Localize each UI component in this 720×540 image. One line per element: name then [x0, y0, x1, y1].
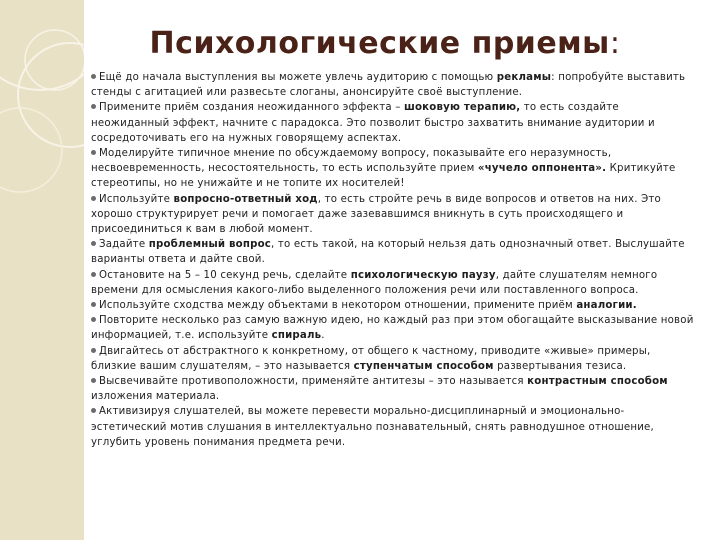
- list-item: [91, 192, 697, 238]
- item-text-tail: изложения материала.: [91, 391, 220, 403]
- list-item: [91, 374, 697, 404]
- list-item: [91, 100, 697, 146]
- decorative-circles: [0, 0, 84, 540]
- bullet-icon: [91, 104, 96, 109]
- item-text: Остановите на 5 – 10 секунд речь, сделайте: [99, 269, 351, 281]
- item-emphasis: шоковую терапию,: [403, 102, 521, 114]
- bullet-list: [91, 70, 697, 450]
- item-text-tail: развертывания тезиса.: [493, 360, 627, 372]
- bullet-icon: [91, 241, 96, 246]
- item-text: Используйте сходства между объектами в некотором отношении, примените приём: [99, 300, 577, 312]
- bullet-icon: [91, 348, 96, 353]
- bullet-icon: [91, 74, 96, 79]
- item-text-tail: .: [321, 330, 325, 342]
- bullet-icon: [91, 302, 96, 307]
- item-emphasis: «чучело оппонента».: [477, 163, 607, 175]
- item-emphasis: психологическую паузу: [350, 269, 496, 281]
- item-emphasis: аналогии.: [576, 300, 637, 312]
- item-emphasis: ступенчатым способом: [353, 360, 494, 372]
- item-text: Примените приём создания неожиданного эффекта –: [99, 102, 404, 114]
- item-emphasis: проблемный вопрос: [148, 239, 272, 251]
- bullet-icon: [91, 272, 96, 277]
- item-text: Задайте: [99, 239, 149, 251]
- item-emphasis: спираль: [271, 330, 322, 342]
- decorative-side-band: [0, 0, 84, 540]
- item-text: Ещё до начала выступления вы можете увлечь аудиторию с помощью: [99, 72, 497, 83]
- list-item: [91, 237, 697, 267]
- item-text-tail: , дайте слушателям немного времени для осмысления какого-либо выделенного положения речи или поставленного вопроса.: [91, 269, 658, 296]
- item-emphasis: контрастным способом: [527, 376, 668, 388]
- bullet-icon: [91, 408, 96, 413]
- list-item: [91, 313, 697, 343]
- item-emphasis: вопросно-ответный ход: [173, 193, 318, 205]
- list-item: [91, 404, 697, 450]
- title-text: Психологические приемы: [149, 26, 610, 61]
- bullet-icon: [91, 378, 96, 383]
- bullet-icon: [91, 196, 96, 201]
- list-item: [91, 268, 697, 298]
- item-emphasis: рекламы: [496, 72, 552, 83]
- bullet-icon: [91, 317, 96, 322]
- item-text: Двигайтесь от абстрактного к конкретному, от общего к частному, приводите «живые» примеры, близкие вашим слушателям, – это называется: [91, 345, 651, 372]
- list-item: [91, 146, 697, 192]
- item-text: Повторите несколько раз самую важную идею, но каждый раз при этом обогащайте высказывание новой информацией, т.е. используйте: [91, 315, 694, 342]
- item-text: Активизируя слушателей, вы можете перевести морально-дисциплинарный и эмоционально-эстетический мотив слушания в интеллектуально познавательный, снять равнодушное отношение, углубить уровень понимания предмета речи.: [91, 406, 654, 448]
- item-text-tail: то есть создайте неожиданный эффект, начните с парадокса. Это позволит быстро захватить внимание аудитории и сосредоточивать его на нужных говорящему аспектах.: [91, 102, 655, 144]
- list-item: [91, 298, 697, 313]
- item-text-tail: Критикуйте стереотипы, но не унижайте и не топите их носителей!: [91, 163, 676, 190]
- bullet-icon: [91, 150, 96, 155]
- item-text-tail: , то есть стройте речь в виде вопросов и ответов на них. Это хорошо структурирует речи и помогает даже зазевавшимся вникнуть в суть происходящего и присоединиться к вам в любой момент.: [91, 193, 661, 236]
- item-text-tail: : попробуйте выставить стенды с агитацией или развесьте слоганы, анонсируйте своё выступление.: [91, 72, 686, 99]
- item-text: Высвечивайте противоположности, применяйте антитезы – это называется: [99, 376, 528, 388]
- list-item: [91, 70, 697, 100]
- page-title: [0, 26, 720, 61]
- title-colon: :: [609, 26, 621, 61]
- item-text: Моделируйте типичное мнение по обсуждаемому вопросу, показывайте его неразумность, несвоевременность, несостоятельность, то есть используйте прием: [91, 148, 612, 175]
- list-item: [91, 344, 697, 374]
- item-text: Используйте: [99, 193, 174, 205]
- item-text-tail: , то есть такой, на который нельзя дать однозначный ответ. Выслушайте варианты ответа и дайте свой.: [91, 239, 685, 266]
